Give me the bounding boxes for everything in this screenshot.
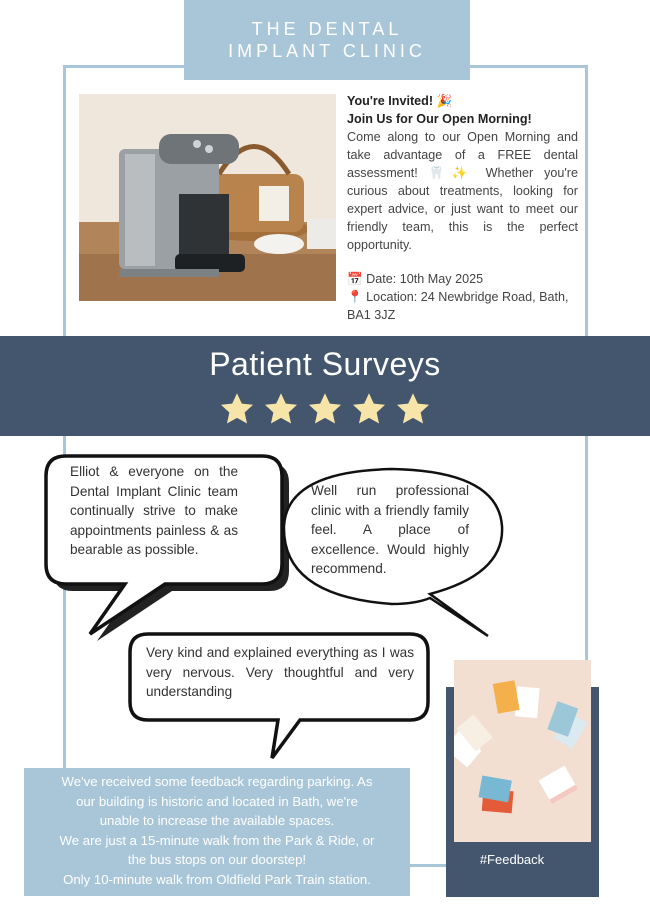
review-2-text: Well run professional clinic with a friendly family feel. A place of excellence. Would highly recommend. [311, 483, 469, 576]
invite-body: Come along to our Open Morning and take advantage of a FREE dental assessment! 🦷✨ Whether you're curious about treatments, looking for expert advice, or just want to meet our friendly team, this is the perfect opportunity. [347, 130, 578, 252]
parking-line: Only 10-minute walk from Oldfield Park Train station. [63, 871, 371, 887]
clinic-name-line2: IMPLANT CLINIC [228, 41, 426, 61]
invite-date: 📅 Date: 10th May 2025 [347, 272, 484, 286]
invite-location: 📍 Location: 24 Newbridge Road, Bath, BA1 3JZ [347, 290, 569, 322]
star-icon [219, 391, 255, 427]
feedback-cards-photo [454, 660, 591, 842]
star-icon [263, 391, 299, 427]
clinic-name-header [184, 0, 470, 80]
parking-line: our building is historic and located in Bath, we're [76, 793, 358, 809]
parking-notice [24, 768, 410, 896]
star-icon [395, 391, 431, 427]
open-morning-invite [347, 92, 578, 324]
parking-line: the bus stops on our doorstep! [127, 852, 307, 867]
invite-subheading: Join Us for Our Open Morning! [347, 112, 532, 126]
review-1-text: Elliot & everyone on the Dental Implant Clinic team continually strive to make appointments painless & as bearable as possible. [70, 464, 238, 557]
review-3-text: Very kind and explained everything as I was very nervous. Very thoughtful and very understanding [146, 645, 414, 699]
clinic-name-line1: THE DENTAL [251, 19, 403, 39]
patient-surveys-banner [0, 336, 650, 436]
star-rating [0, 391, 650, 427]
parking-line: We've received some feedback regarding parking. As [61, 774, 373, 789]
star-icon [307, 391, 343, 427]
star-icon [351, 391, 387, 427]
surveys-title: Patient Surveys [209, 346, 441, 382]
parking-line: We are just a 15-minute walk from the Park & Ride, or [59, 832, 375, 848]
feedback-hashtag: #Feedback [479, 852, 545, 867]
invite-heading: You're Invited! 🎉 [347, 94, 453, 108]
parking-line: unable to increase the available spaces. [99, 813, 335, 828]
coffee-machine-photo [79, 94, 336, 301]
